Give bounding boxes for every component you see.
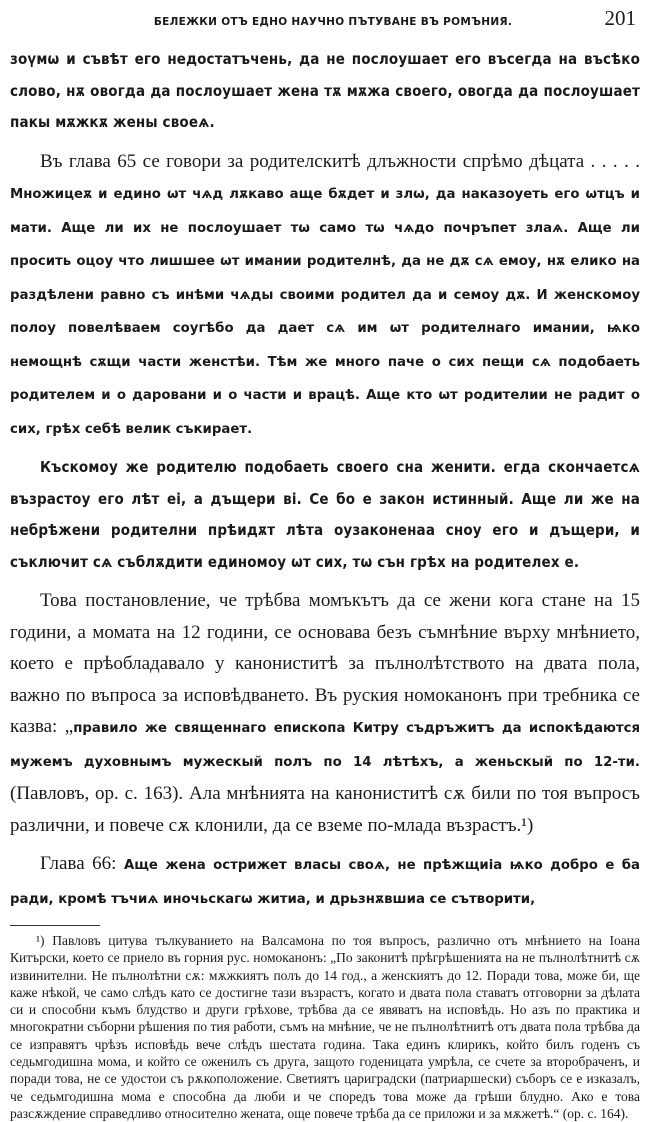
- nomocanon-quote: правило же священнаго епископа Китру съдръжитъ да испокѣдаются мужемъ духовнымъ мужескый полъ по 14 лѣтѣхъ, а женьскый по 12-ти.: [10, 721, 640, 770]
- chapter-66-quote: Аще жена острижет власы своѧ, не прѣжщиіа ѩко добро е ба ради, кромѣ тъчиѧ иночьскагѡ житиа, и дрьзнѫвшиа се сътворити,: [10, 858, 641, 907]
- running-title: БЕЛЕЖКИ ОТЪ ЕДНО НАУЧНО ПЪТУВАНЕ ВЪ РОМЪНИЯ.: [153, 16, 513, 28]
- footnote: ¹) Павловъ цитува тълкуванието на Валсамона по тоя въпросъ, различно отъ мнѣнието на Іоана Китърски, което се приело въ горния рус. номоканонъ: „По законитѣ прѣгрѣшенията на не пълнолѣтнитѣ сѫ извинителни. Не пълнолѣтни сѫ: мѫжкиятъ полъ до 14 год., а женскиятъ до 12. Поради това, може би, ще каже нѣкой, че само слѣдъ като се достигне тази възрастъ, когато и двата пола ставатъ отговорни за дѣлата си и способни къмъ блудство и други грѣхове, трѣбва да се явяватъ на исповѣдь. Но азъ по практика и многократни съборни рѣшения по тия работи, съмъ на мнѣние, че не пълнолѣтнитѣ отъ двата пола трѣбва да се изправятъ чрѣзъ исповѣдь вече слѣдъ шестата година. Така единъ клирикъ, който билъ годенъ съ седьмгодишна мома, и който се оженилъ съ друга, защото годеницата умрѣла, се счете за второбраченъ, и поради това, не се удостои съ рѫкоположение. Светиятъ цариградски (патриаршески) съборъ се е изказалъ, че седьмгодишна мома е способна да люби и че споредъ това може да грѣши блудно. Ако е това разсѫждение справедливо относително жената, още повече трѣба да се приложи и за мѫжетѣ.“ (ор. с. 164).: [10, 933, 640, 1121]
- commentary-text: Това постановление, че трѣбва момъкътъ да се жени кога стане на 15 години, а момата на 12 години, се основава безъ съмнѣние върху мнѣнието, което е прѣобладавало у канониститѣ за пълнолѣтството на двата пола, важно по въпроса за исповѣдването. Въ руския номоканонъ при требника се казва: „: [10, 590, 640, 737]
- chapter-65-quote: Множицеѫ и едино ѡт чѧд лѫкаво аще бѫдет и злѡ, да наказоуеть его ѡтцъ и мати. Аще ли их не послоушает тѡ само тѡ чѧдо почръпет злаѧ. Аще ли просить оцоу что лишшее ѡт имании родителнѣ, да не дѫ сѧ емоу, нѫ елико на раздѣлени равно съ инѣми чѧды своими родител да и семоу дѫ. И женскомоу полоу повелѣваем соугѣбо да дает сѧ им ѡт родителнаго имании, ѩко немощнѣ сѫщи части женстѣи. Тѣм же много паче о сих пещи сѧ подобаеть родителем и о даровани и о части и врацѣ. Аще кто ѡт родителии не радит о сих, грѣх себѣ велик съкирает.: [10, 187, 640, 437]
- paragraph-church-slavonic-1: зоүмѡ и съвѣт его недостатъчень, да не послоушает его въсегда на въсѣко слово, нѫ овогда да послоушает жена тѫ мѫжа своего, овогда да послоушает пакы мѫжкѫ жены своеѧ.: [10, 50, 640, 131]
- chapter-65-intro: Въ глава 65 се говори за родителскитѣ длъжности спрѣмо дѣцата . . . . .: [40, 150, 640, 172]
- commentary-text-end: (Павловъ, ор. с. 163). Ала мнѣнията на канониститѣ сѫ били по тоя въпросъ различни, и повече сѫ клонили, да се вземе по-млада възрастъ.¹): [10, 783, 640, 836]
- chapter-66-label: Глава 66:: [40, 853, 124, 874]
- paragraph-chapter-66: [10, 848, 640, 915]
- paragraph-commentary: [10, 585, 640, 841]
- running-head: [10, 6, 640, 32]
- page-number: 201: [604, 6, 636, 30]
- paragraph-church-slavonic-2: Къскомоу же родителю подобаеть своего сна женити. егда скончаетсѧ възрастоу его лѣт еі, а дъщери ві. Се бо е закон истинный. Аще ли же на небрѣжени родителни прѣидѫт лѣта оузаконенаа сноу его и дъщери, и съключит сѧ съблѫдити единомоу ѡт сих, тѡ сън грѣх на родителех е.: [10, 458, 640, 571]
- footnote-divider: [10, 925, 100, 926]
- paragraph-chapter-65: [10, 146, 640, 446]
